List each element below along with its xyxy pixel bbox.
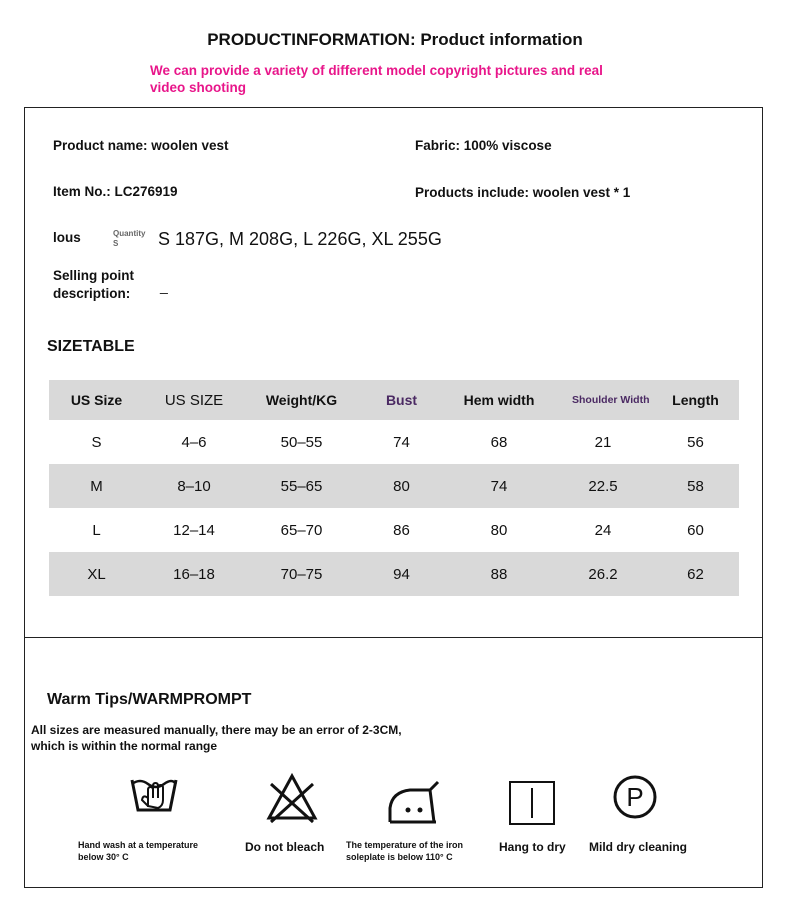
quantity-values: S 187G, M 208G, L 226G, XL 255G — [158, 229, 442, 249]
header-us-size: US Size — [49, 380, 144, 420]
size-table-title: SIZETABLE — [47, 338, 135, 355]
warm-tips-line-2: which is within the normal range — [31, 739, 218, 753]
iron-line-1: The temperature of the iron — [346, 840, 464, 850]
quantity-label-line-1: Quantity — [113, 229, 146, 238]
warm-tips-text — [31, 722, 481, 754]
quantity-label-line-2: S — [113, 239, 119, 248]
table-cell: 68 — [490, 433, 508, 451]
dry-clean-letter: P — [626, 782, 644, 812]
table-cell: 70–75 — [244, 552, 359, 596]
size-table-header — [49, 380, 739, 420]
table-cell: 26.2 — [554, 552, 652, 596]
header-bust: Bust — [359, 380, 444, 420]
size-table — [49, 380, 739, 596]
selling-point-line-2: description: — [53, 286, 131, 301]
dry-clean-icon — [612, 774, 658, 820]
hang-to-dry-icon — [508, 780, 556, 826]
fabric: Fabric: 100% viscose — [415, 138, 552, 153]
iron-line-2: soleplate is below 110° C — [346, 852, 453, 862]
table-cell: M — [49, 464, 144, 508]
table-cell: 56 — [687, 433, 704, 451]
hand-wash-line-1: Hand wash at a temperature — [78, 840, 199, 850]
table-cell: 74 — [393, 433, 410, 451]
table-cell: XL — [49, 552, 144, 596]
quantity-label — [113, 229, 145, 249]
no-bleach-icon — [265, 770, 319, 824]
hand-wash-line-2: below 30° C — [78, 852, 129, 862]
selling-point-line-1: Selling point — [53, 268, 134, 283]
table-row — [49, 464, 739, 508]
header-us-size-alt: US SIZE — [144, 380, 244, 420]
lous-label: lous — [53, 230, 81, 245]
table-cell: 74 — [444, 464, 554, 508]
table-row — [49, 508, 739, 552]
warm-tips-line-1: All sizes are measured manually, there may be an error of 2-3CM, — [31, 723, 402, 737]
table-cell: 62 — [652, 552, 739, 596]
item-number: Item No.: LC276919 — [53, 184, 178, 199]
table-cell: 94 — [359, 552, 444, 596]
promo-line-2: video shooting — [150, 80, 246, 95]
product-name: Product name: woolen vest — [53, 138, 229, 153]
page-title: PRODUCTINFORMATION: Product information — [207, 30, 583, 49]
hang-dry-label: Hang to dry — [499, 840, 566, 854]
table-row — [49, 420, 739, 464]
table-cell: 12–14 — [173, 521, 215, 539]
iron-temperature-icon — [388, 778, 442, 824]
no-bleach-label: Do not bleach — [245, 840, 325, 854]
iron-label — [346, 839, 463, 863]
table-cell: S — [91, 433, 102, 451]
table-cell: 8–10 — [144, 464, 244, 508]
table-cell: 55–65 — [244, 464, 359, 508]
table-cell: 58 — [652, 464, 739, 508]
table-cell: 80 — [359, 464, 444, 508]
table-cell: 16–18 — [144, 552, 244, 596]
warm-tips-title: Warm Tips/WARMPROMPT — [47, 691, 252, 708]
promo-text — [150, 62, 670, 96]
selling-point-label — [53, 267, 134, 303]
header-weight: Weight/KG — [244, 380, 359, 420]
header-shoulder-width: Shoulder Width — [554, 380, 652, 420]
dry-clean-label: Mild dry cleaning — [589, 840, 688, 854]
table-cell: 50–55 — [280, 433, 323, 451]
table-cell: 22.5 — [554, 464, 652, 508]
table-cell: 24 — [594, 521, 612, 539]
promo-line-1: We can provide a variety of different model copyright pictures and real — [150, 63, 603, 78]
table-cell: 21 — [594, 433, 612, 451]
header-length: Length — [652, 380, 739, 420]
products-include: Products include: woolen vest * 1 — [415, 185, 631, 200]
table-cell: 86 — [393, 521, 410, 539]
table-cell: L — [92, 521, 101, 539]
header-hem-width: Hem width — [444, 380, 554, 420]
table-cell: 60 — [687, 521, 704, 539]
table-row — [49, 552, 739, 596]
hand-wash-icon — [128, 770, 180, 822]
hand-wash-label — [78, 839, 198, 863]
table-cell: 4–6 — [181, 433, 207, 451]
table-cell: 65–70 — [280, 521, 323, 539]
table-cell: 88 — [444, 552, 554, 596]
selling-point-value: _ — [160, 278, 168, 294]
table-cell: 80 — [490, 521, 508, 539]
